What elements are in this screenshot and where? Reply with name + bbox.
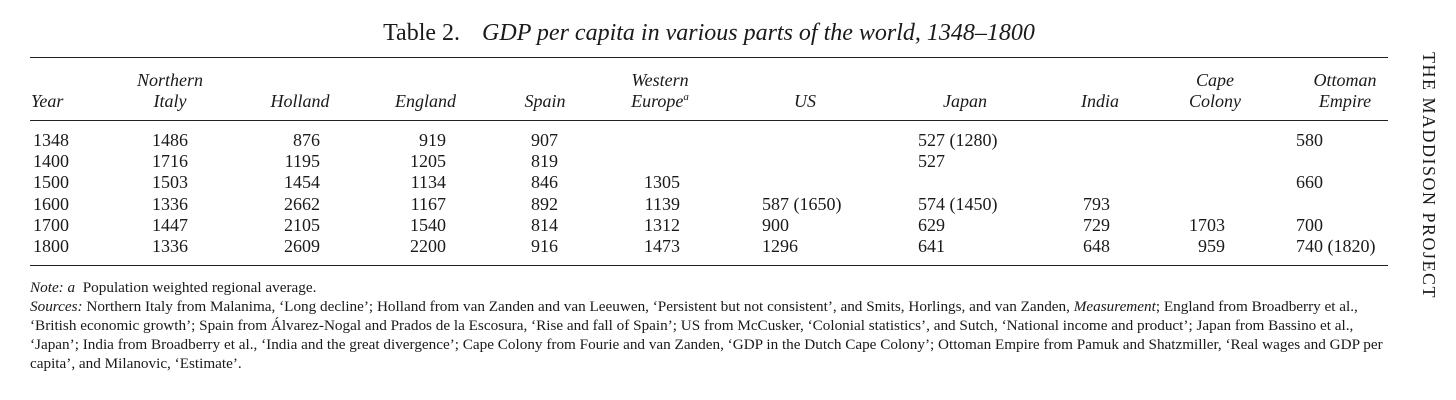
- value-cell: 919: [419, 130, 446, 150]
- value-cell: 1540: [410, 214, 446, 235]
- column-header-line: Cape: [1196, 70, 1234, 90]
- column-header: [920, 66, 1010, 112]
- value-cell: 1167: [410, 193, 446, 214]
- value-cell: 527 (1280): [918, 130, 998, 150]
- value-cell: 846: [531, 172, 558, 193]
- column-header: [31, 66, 91, 112]
- value-cell: 2609: [284, 236, 320, 256]
- value-cell: 1134: [410, 172, 446, 193]
- sources-text-part2: ; England from Broadberry et al., ‘British economic growth’; Spain from Álvarez-Nogal and Prados de la Escosura, ‘Rise and fall of Spain’; US from McCusker, ‘Colonial statistics’, and Sutch, ‘National income and product’; Japan from Bassino et al., ‘Japan’; India from Broadberry et al., ‘India and the great divergence’; Cape Colony from Fourie and van Zanden, ‘GDP in the Dutch Cape Colony’; Ottoman Empire from Pamuk and Shatzmiller, ‘Real wages and GDP per capita’, and Milanovic, ‘Estimate’.: [30, 298, 1383, 372]
- value-cell: 1454: [284, 172, 320, 193]
- running-head-text: THE MADDISON PROJECT: [1419, 52, 1439, 300]
- year-cell: 1800: [33, 236, 69, 256]
- column-header: [255, 66, 345, 112]
- table-header-rule: [30, 120, 1388, 121]
- year-cell: 1500: [33, 172, 69, 193]
- value-cell: 574 (1450): [918, 193, 998, 214]
- sources-text-part1: Northern Italy from Malanima, ‘Long decline’; Holland from van Zanden and van Leeuwen, ‘Persistent but not consistent’, and Smits, Horlings, and van Zanden,: [86, 298, 1070, 315]
- sources-label: Sources:: [30, 298, 83, 315]
- value-cell: 629: [918, 214, 945, 235]
- value-cell: 587 (1650): [762, 193, 842, 214]
- note-text: Population weighted regional average.: [82, 279, 317, 296]
- value-cell: 1473: [644, 236, 680, 256]
- value-cell: 916: [531, 236, 558, 256]
- year-cell: 1700: [33, 214, 69, 235]
- value-cell: 1716: [152, 151, 188, 172]
- column-header-line: Northern: [136, 70, 203, 90]
- value-cell: 2662: [284, 193, 320, 214]
- column-header: [1290, 66, 1400, 112]
- sources-line: [30, 297, 1394, 373]
- column-header-line: Spain: [524, 91, 566, 111]
- value-cell: 819: [531, 151, 558, 172]
- sources-text-italic: Measurement: [1073, 298, 1156, 315]
- column-header-line: Italy: [153, 91, 187, 111]
- value-cell: 1336: [152, 236, 188, 256]
- column-header: [605, 66, 715, 112]
- column-header-line: US: [794, 91, 816, 111]
- value-cell: 641: [918, 236, 945, 256]
- value-cell: 580: [1296, 130, 1323, 150]
- running-head: [1408, 52, 1448, 352]
- value-cell: 2200: [410, 236, 446, 256]
- value-cell: 1336: [152, 193, 188, 214]
- column-header: [378, 66, 473, 112]
- value-cell: 700: [1296, 214, 1323, 235]
- column-header: [770, 66, 840, 112]
- value-cell: 740 (1820): [1296, 236, 1376, 256]
- column-header: [120, 66, 220, 112]
- column-header-line: India: [1081, 91, 1119, 111]
- value-cell: 1305: [644, 172, 680, 193]
- column-header-line: Japan: [943, 91, 987, 111]
- value-cell: 1205: [410, 151, 446, 172]
- value-cell: 1447: [152, 214, 188, 235]
- note-line: [30, 278, 1394, 297]
- value-cell: 1486: [152, 130, 188, 150]
- table-notes: [30, 278, 1394, 373]
- value-cell: 793: [1083, 193, 1110, 214]
- value-cell: 1312: [644, 214, 680, 235]
- value-cell: 1503: [152, 172, 188, 193]
- value-cell: 527: [918, 151, 945, 172]
- value-cell: 1195: [284, 151, 320, 172]
- table-title: GDP per capita in various parts of the world, 1348–1800: [482, 20, 1035, 46]
- column-header-line: Western: [631, 70, 689, 90]
- column-header-line: Holland: [270, 91, 330, 111]
- table-caption: [30, 16, 1388, 50]
- year-cell: 1600: [33, 193, 69, 214]
- column-header-footnote-marker: a: [683, 91, 689, 103]
- table-top-rule: [30, 57, 1388, 58]
- table-label: Table 2.: [383, 20, 461, 46]
- note-marker: a: [67, 279, 76, 296]
- value-cell: 648: [1083, 236, 1110, 256]
- column-header-line: England: [395, 91, 456, 111]
- value-cell: 876: [293, 130, 320, 150]
- column-header-line: Year: [31, 91, 64, 111]
- column-header: [1170, 66, 1260, 112]
- column-header-line: Colony: [1189, 91, 1241, 111]
- column-header: [1060, 66, 1140, 112]
- value-cell: 814: [531, 214, 558, 235]
- column-header-line: Ottoman: [1313, 70, 1377, 90]
- value-cell: 660: [1296, 172, 1323, 193]
- value-cell: 1139: [644, 193, 680, 214]
- value-cell: 2105: [284, 214, 320, 235]
- value-cell: 892: [531, 193, 558, 214]
- year-cell: 1400: [33, 151, 69, 172]
- value-cell: 959: [1198, 236, 1225, 256]
- value-cell: 729: [1083, 214, 1110, 235]
- column-header-line: Empire: [1318, 91, 1372, 111]
- year-cell: 1348: [33, 130, 69, 150]
- value-cell: 900: [762, 214, 789, 235]
- column-header: [505, 66, 585, 112]
- value-cell: 1703: [1189, 214, 1225, 235]
- column-header-line: Europe$^a$: [631, 91, 689, 111]
- note-label: Note:: [30, 279, 64, 296]
- value-cell: 907: [531, 130, 558, 150]
- table-bottom-rule: [30, 265, 1388, 266]
- value-cell: 1296: [762, 236, 798, 256]
